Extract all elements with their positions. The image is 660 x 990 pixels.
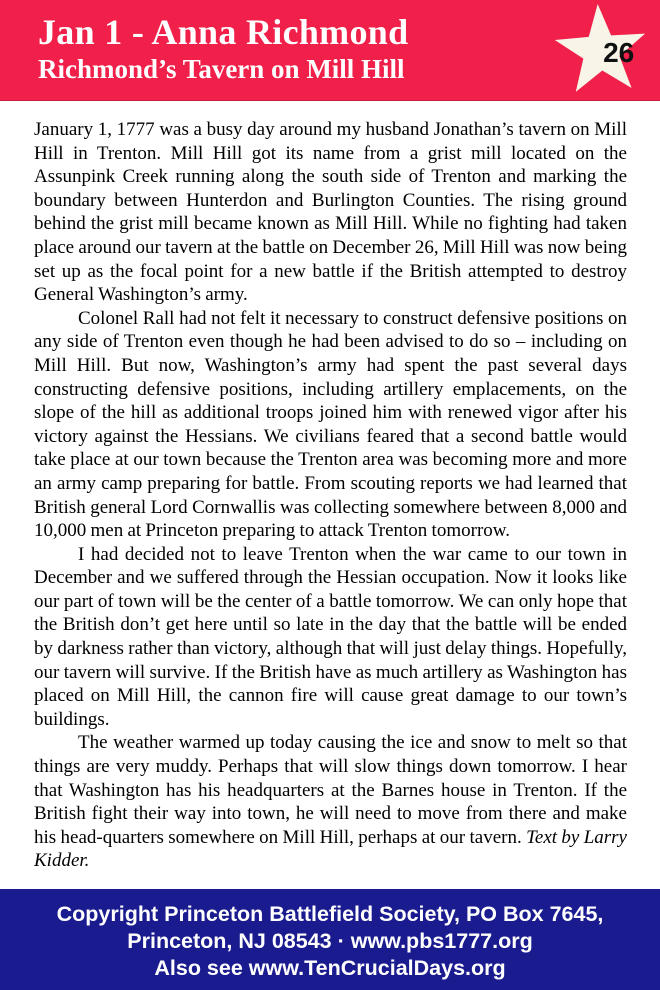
page-title: Jan 1 - Anna Richmond: [38, 12, 409, 52]
paragraph-4-text: The weather warmed up today causing the ice and snow to melt so that things are very muddy. Perhaps that will slow things down tomorrow. I hear that Washington has his headquarters at the Barnes house in Trenton. If the British fight their way into town, he will need to move from there and make his head-quarters somewhere on Mill Hill, perhaps at our tavern.: [34, 732, 627, 848]
byline: Text by Larry Kidder.: [34, 826, 627, 872]
footer-banner: [0, 889, 660, 990]
day-number-badge: 26: [603, 36, 635, 68]
paragraph-1: January 1, 1777 was a busy day around my husband Jonathan’s tavern on Mill Hill in Trenton. Mill Hill got its name from a grist mill located on the Assunpink Creek running along the south side of Trenton and marking the boundary between Hunterdon and Burlington Counties. The rising ground behind the grist mill became known as Mill Hill. While no fighting had taken place around our tavern at the battle on December 26, Mill Hill was now being set up as the focal point for a new battle if the British attempted to destroy General Washington’s army.: [34, 119, 627, 306]
paragraph-3: I had decided not to leave Trenton when the war came to our town in December and we suffered through the Hessian occupation. Now it looks like our part of town will be the center of a battle tomorrow. We can only hope that the British don’t get here until so late in the day that the battle will be ended by darkness rather than victory, although that will just delay things. Hopefully, our tavern will survive. If the British have as much artillery as Washington has placed on Mill Hill, the cannon fire will cause great damage to our town’s buildings.: [34, 543, 627, 730]
article-body: [0, 101, 660, 889]
paragraph-4: [34, 731, 627, 873]
star-icon: [549, 2, 653, 101]
page-subtitle: Richmond’s Tavern on Mill Hill: [38, 54, 405, 84]
footer-line-address-website: Princeton, NJ 08543 · www.pbs1777.org: [127, 929, 533, 953]
footer-line-copyright: Copyright Princeton Battlefield Society, PO Box 7645,: [56, 902, 604, 926]
footer-line-also-see: Also see www.TenCrucialDays.org: [154, 956, 506, 980]
star-badge: [549, 2, 653, 101]
header-banner: [0, 0, 660, 101]
paragraph-2: Colonel Rall had not felt it necessary to construct defensive positions on any side of Trenton even though he had been advised to do so – including on Mill Hill. But now, Washington’s army had spent the past several days constructing defensive positions, including artillery emplacements, on the slope of the hill as additional troops joined him with renewed vigor after his victory against the Hessians. We civilians feared that a second battle would take place at our town because the Trenton area was becoming more and more an army camp preparing for battle. From scouting reports we had learned that British general Lord Cornwallis was collecting somewhere between 8,000 and 10,000 men at Princeton preparing to attack Trenton tomorrow.: [34, 307, 627, 542]
